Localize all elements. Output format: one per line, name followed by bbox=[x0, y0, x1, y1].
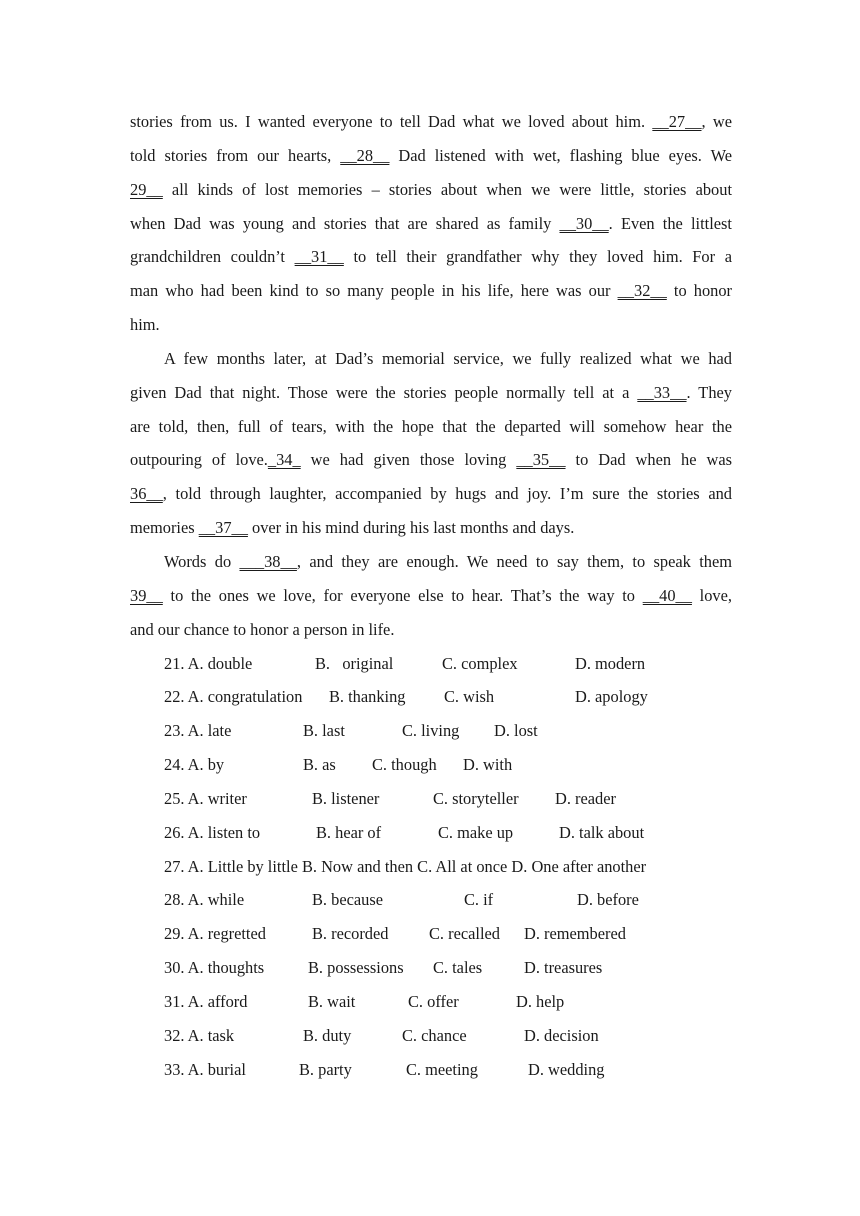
blank-37: __37__ bbox=[198, 518, 248, 538]
option-d: D. before bbox=[577, 890, 639, 910]
question-24 bbox=[130, 748, 732, 782]
option-d: D. with bbox=[463, 755, 513, 775]
passage-line bbox=[130, 173, 732, 207]
option-a: 23. A. late bbox=[164, 721, 232, 741]
option-a: 32. A. task bbox=[164, 1025, 235, 1045]
blank-28: __28__ bbox=[340, 145, 390, 165]
option-a: 31. A. afford bbox=[164, 991, 248, 1011]
option-c: C. complex bbox=[442, 653, 518, 673]
option-a: 24. A. by bbox=[164, 755, 225, 775]
option-b: B. original bbox=[315, 653, 394, 673]
line-text: A few months later, at Dad’s memorial service, we fully realized what we had bbox=[164, 348, 732, 368]
option-a: 30. A. thoughts bbox=[164, 958, 265, 978]
line-text: Dad listened with wet, flashing blue eyes. We bbox=[389, 145, 732, 165]
option-a: 33. A. burial bbox=[164, 1059, 246, 1079]
line-text: to the ones we love, for everyone else to hear. That’s the way to bbox=[162, 585, 643, 605]
passage-line bbox=[130, 477, 732, 511]
line-text: to Dad when he was bbox=[565, 450, 733, 470]
passage-line bbox=[130, 105, 732, 139]
passage-line bbox=[130, 139, 732, 173]
option-a: 25. A. writer bbox=[164, 788, 247, 808]
option-d: D. talk about bbox=[559, 822, 645, 842]
option-b: B. as bbox=[303, 755, 336, 775]
line-text: . They bbox=[686, 382, 732, 402]
option-a: 22. A. congratulation bbox=[164, 687, 303, 707]
option-a: 26. A. listen to bbox=[164, 822, 261, 842]
option-b: B. recorded bbox=[312, 924, 389, 944]
option-d: D. decision bbox=[524, 1025, 599, 1045]
question-26 bbox=[130, 816, 732, 850]
line-text: to honor bbox=[666, 281, 732, 301]
option-d: D. apology bbox=[575, 687, 648, 707]
line-text: man who had been kind to so many people in his life, here was our bbox=[130, 281, 618, 301]
question-22 bbox=[130, 680, 732, 714]
option-d: D. One after another bbox=[511, 856, 647, 876]
blank-27: __27__ bbox=[652, 112, 702, 131]
option-d: D. treasures bbox=[524, 958, 603, 978]
option-d: D. reader bbox=[555, 788, 616, 808]
line-text: are told, then, full of tears, with the hope that the departed will somehow hear the bbox=[130, 416, 732, 436]
line-text: him. bbox=[130, 315, 160, 335]
line-text: love, bbox=[691, 585, 732, 605]
option-c: C. All at once bbox=[417, 856, 508, 876]
passage-line bbox=[130, 342, 732, 376]
line-text: when Dad was young and stories that are shared as family bbox=[130, 213, 560, 233]
line-text: . Even the littlest bbox=[608, 213, 732, 233]
question-32 bbox=[130, 1019, 732, 1053]
option-d: D. remembered bbox=[524, 924, 626, 944]
question-29 bbox=[130, 917, 732, 951]
passage-line bbox=[130, 410, 732, 444]
question-27 bbox=[130, 850, 732, 884]
line-text: , and they are enough. We need to say them, to speak them bbox=[296, 551, 732, 571]
option-c: C. tales bbox=[433, 958, 483, 978]
line-text: over in his mind during his last months and days. bbox=[247, 518, 575, 538]
line-text: memories bbox=[130, 518, 199, 538]
option-a: 28. A. while bbox=[164, 890, 245, 910]
option-a: 21. A. double bbox=[164, 653, 253, 673]
option-b: B. hear of bbox=[316, 822, 382, 842]
option-d: D. lost bbox=[494, 721, 538, 741]
passage-line bbox=[130, 274, 732, 308]
line-text: told stories from our hearts, bbox=[130, 145, 341, 165]
option-c: C. meeting bbox=[406, 1059, 478, 1079]
passage-line bbox=[130, 545, 732, 579]
option-c: C. make up bbox=[438, 822, 514, 842]
option-c: C. recalled bbox=[429, 924, 500, 944]
option-d: D. help bbox=[516, 991, 565, 1011]
option-b: B. listener bbox=[312, 788, 380, 808]
question-30 bbox=[130, 951, 732, 985]
line-text: grandchildren couldn’t bbox=[130, 247, 295, 267]
option-b: B. duty bbox=[303, 1025, 352, 1045]
passage-line bbox=[130, 443, 732, 477]
passage-line bbox=[130, 240, 732, 274]
line-text: stories from us. I wanted everyone to tell Dad what we loved about him. bbox=[130, 112, 653, 131]
option-c: C. living bbox=[402, 721, 460, 741]
option-d: D. modern bbox=[575, 653, 646, 673]
question-25 bbox=[130, 782, 732, 816]
blank-30: __30__ bbox=[559, 213, 609, 233]
passage-line bbox=[130, 376, 732, 410]
question-28 bbox=[130, 883, 732, 917]
option-c: C. wish bbox=[444, 687, 495, 707]
option-b: B. thanking bbox=[329, 687, 406, 707]
line-text: , told through laughter, accompanied by hugs and joy. I’m sure the stories and bbox=[162, 484, 732, 504]
line-text: Words do bbox=[164, 551, 240, 571]
line-text: , we bbox=[701, 112, 732, 131]
option-b: B. last bbox=[303, 721, 345, 741]
blank-36: 36__ bbox=[130, 484, 163, 504]
blank-34: _34_ bbox=[267, 450, 301, 470]
line-text: we had given those loving bbox=[300, 450, 517, 470]
blank-31: __31__ bbox=[294, 247, 344, 267]
option-d: D. wedding bbox=[528, 1059, 605, 1079]
option-c: C. if bbox=[464, 890, 494, 910]
passage-line bbox=[130, 511, 732, 545]
option-c: C. though bbox=[372, 755, 437, 775]
line-text: all kinds of lost memories – stories about when we were little, stories about bbox=[162, 179, 732, 199]
passage-line bbox=[130, 613, 732, 647]
question-21 bbox=[130, 647, 732, 681]
blank-35: __35__ bbox=[516, 450, 566, 470]
blank-38: ___38__ bbox=[239, 551, 297, 571]
blank-32: __32__ bbox=[617, 281, 667, 301]
line-text: outpouring of love. bbox=[130, 450, 268, 470]
option-b: B. wait bbox=[308, 991, 356, 1011]
line-text: and our chance to honor a person in life. bbox=[130, 619, 395, 639]
line-text: given Dad that night. Those were the stories people normally tell at a bbox=[130, 382, 638, 402]
option-b: B. because bbox=[312, 890, 383, 910]
option-b: B. party bbox=[299, 1059, 352, 1079]
option-a: 29. A. regretted bbox=[164, 924, 266, 944]
option-b: B. Now and then bbox=[301, 856, 414, 876]
option-c: C. chance bbox=[402, 1025, 467, 1045]
passage-line bbox=[130, 579, 732, 613]
option-a: 27. A. Little by little bbox=[164, 856, 298, 876]
option-c: C. offer bbox=[408, 991, 459, 1011]
passage-line bbox=[130, 308, 732, 342]
line-text: to tell their grandfather why they loved him. For a bbox=[343, 247, 732, 267]
option-b: B. possessions bbox=[308, 958, 404, 978]
blank-29: 29__ bbox=[130, 179, 163, 199]
blank-33: __33__ bbox=[637, 382, 687, 402]
blank-39: 39__ bbox=[130, 585, 163, 605]
question-31 bbox=[130, 985, 732, 1019]
question-33 bbox=[130, 1053, 732, 1087]
option-c: C. storyteller bbox=[433, 788, 519, 808]
question-23 bbox=[130, 714, 732, 748]
blank-40: __40__ bbox=[642, 585, 692, 605]
passage-line bbox=[130, 207, 732, 241]
text-body bbox=[130, 105, 732, 1086]
